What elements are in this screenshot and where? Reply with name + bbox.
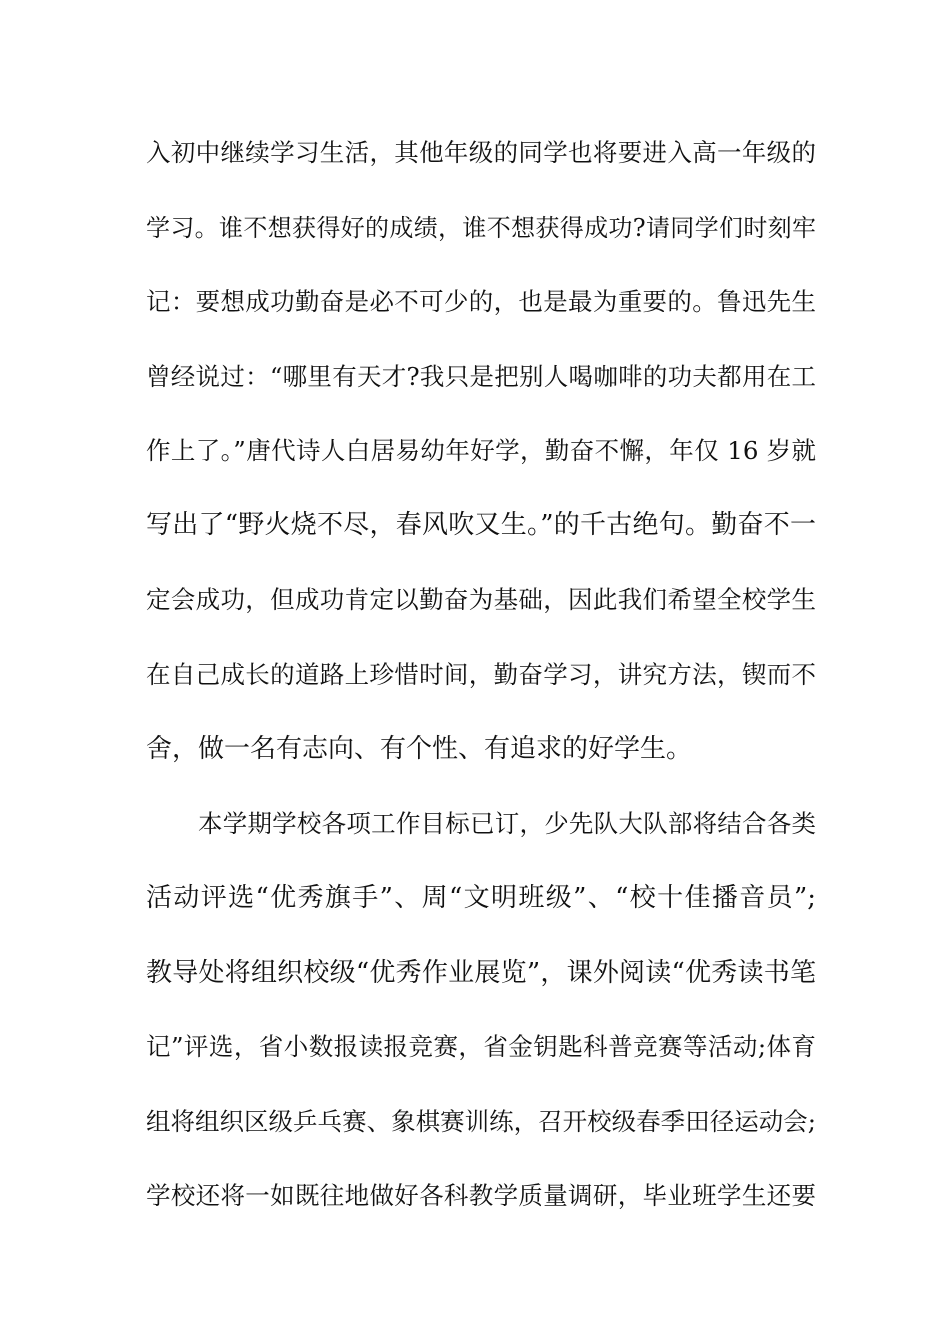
paragraph-line: 曾经说过：“哪里有天才?我只是把别人喝咖啡的功夫都用在工 (146, 362, 816, 391)
paragraph-line: 学校还将一如既往地做好各科教学质量调研，毕业班学生还要 (146, 1181, 816, 1210)
paragraph-line: 入初中继续学习生活，其他年级的同学也将要进入高一年级的 (146, 138, 816, 167)
paragraph-line: 在自己成长的道路上珍惜时间，勤奋学习，讲究方法，锲而不 (146, 660, 816, 689)
paragraph-line: 活动评选“优秀旗手”、周“文明班级”、“校十佳播音员”; (146, 883, 816, 913)
paragraph-line: 组将组织区级乒乓赛、象棋赛训练，召开校级春季田径运动会; (146, 1107, 816, 1136)
paragraph-first-line: 本学期学校各项工作目标已订，少先队大队部将结合各类 (198, 809, 816, 838)
paragraph-line: 教导处将组织校级“优秀作业展览”，课外阅读“优秀读书笔 (146, 958, 816, 988)
paragraph-line: 记：要想成功勤奋是必不可少的，也是最为重要的。鲁迅先生 (146, 287, 816, 316)
paragraph-line: 记”评选，省小数报读报竞赛，省金钥匙科普竞赛等活动;体育 (146, 1032, 816, 1061)
paragraph-line: 定会成功，但成功肯定以勤奋为基础，因此我们希望全校学生 (146, 585, 816, 614)
paragraph-line: 学习。谁不想获得好的成绩，谁不想获得成功?请同学们时刻牢 (146, 214, 816, 242)
paragraph-line: 写出了“野火烧不尽，春风吹又生。”的千古绝句。勤奋不一 (146, 510, 816, 540)
paragraph-line: 舍，做一名有志向、有个性、有追求的好学生。 (146, 734, 693, 764)
paragraph-line: 作上了。”唐代诗人白居易幼年好学，勤奋不懈，年仅 16 岁就 (146, 436, 816, 465)
